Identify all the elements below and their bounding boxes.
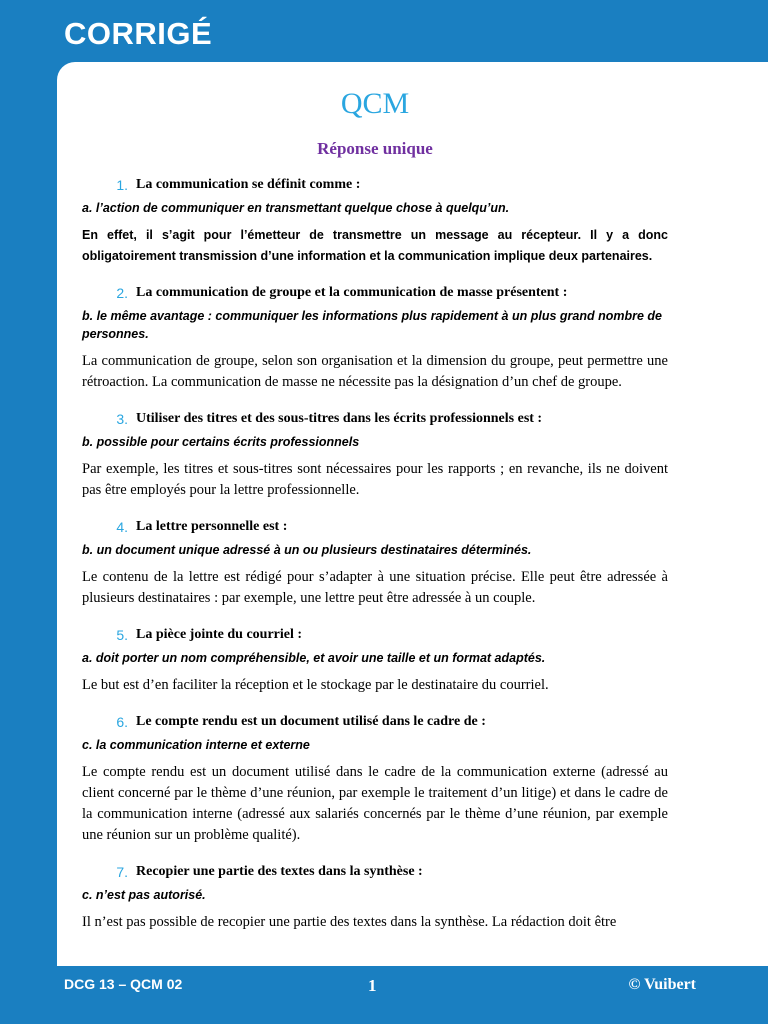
- answer-1: a. l’action de communiquer en transmettant quelque chose à quelqu’un.: [82, 201, 510, 215]
- question-number: 1.: [116, 177, 128, 193]
- question-block-4: [82, 519, 668, 609]
- footer-reference: DCG 13 – QCM 02: [64, 976, 183, 992]
- question-5: [82, 627, 668, 643]
- question-number: 5.: [116, 627, 128, 643]
- explanation-5: Le but est d’en faciliter la réception et le stockage par le destinataire du courriel.: [82, 677, 549, 693]
- explanation-7: Il n’est pas possible de recopier une partie des textes dans la synthèse. La rédaction doit être: [82, 914, 617, 930]
- question-number: 2.: [116, 285, 128, 301]
- page-footer: [0, 976, 768, 996]
- question-text: Utiliser des titres et des sous-titres dans les écrits professionnels est :: [136, 411, 543, 426]
- question-text: La lettre personnelle est :: [136, 519, 288, 534]
- question-7: [82, 864, 668, 880]
- question-1: [82, 177, 668, 193]
- question-block-3: [82, 411, 668, 501]
- document-title: QCM: [340, 87, 410, 120]
- question-number: 3.: [116, 411, 128, 427]
- answer-2: b. le même avantage : communiquer les informations plus rapidement à un plus grand nombre de personnes.: [82, 309, 662, 341]
- question-number: 6.: [116, 714, 128, 730]
- explanation-3: Par exemple, les titres et sous-titres sont nécessaires pour les rapports ; en revanche, ils ne doivent pas être employés pour la lettre professionnelle.: [82, 461, 668, 498]
- page-number: 1: [368, 976, 377, 995]
- answer-5: a. doit porter un nom compréhensible, et avoir une taille et un format adaptés.: [82, 651, 546, 665]
- header-title: CORRIGÉ: [64, 16, 213, 51]
- answer-3: b. possible pour certains écrits professionnels: [82, 435, 360, 449]
- question-block-1: [82, 177, 668, 267]
- question-2: [82, 285, 668, 301]
- question-text: Recopier une partie des textes dans la synthèse :: [136, 864, 423, 879]
- explanation-4: Le contenu de la lettre est rédigé pour s’adapter à une situation précise. Elle peut être adressée à plusieurs destinataires : par exemple, une lettre peut être adressée à un couple.: [82, 569, 668, 606]
- question-block-7: [82, 864, 668, 933]
- document-subtitle: Réponse unique: [317, 139, 433, 158]
- question-3: [82, 411, 668, 427]
- footer-publisher: © Vuibert: [628, 976, 696, 993]
- explanation-1: En effet, il s’agit pour l’émetteur de transmettre un message au récepteur. Il y a donc obligatoirement transmission d’une information et la communication implique deux partenaires.: [82, 228, 668, 263]
- question-number: 7.: [116, 864, 128, 880]
- question-4: [82, 519, 668, 535]
- answer-6: c. la communication interne et externe: [82, 738, 310, 752]
- question-block-2: [82, 285, 668, 393]
- document-body: [82, 62, 668, 933]
- explanation-2: La communication de groupe, selon son organisation et la dimension du groupe, peut permettre une rétroaction. La communication de masse ne nécessite pas la désignation d’un chef de groupe.: [82, 353, 668, 390]
- answer-4: b. un document unique adressé à un ou plusieurs destinataires déterminés.: [82, 543, 532, 557]
- answer-7: c. n’est pas autorisé.: [82, 888, 206, 902]
- question-text: La communication se définit comme :: [136, 177, 361, 192]
- question-6: [82, 714, 668, 730]
- question-text: La communication de groupe et la communication de masse présentent :: [136, 285, 568, 300]
- question-text: La pièce jointe du courriel :: [136, 627, 303, 642]
- question-number: 4.: [116, 519, 128, 535]
- question-block-6: [82, 714, 668, 846]
- question-text: Le compte rendu est un document utilisé dans le cadre de :: [136, 714, 486, 729]
- question-block-5: [82, 627, 668, 696]
- explanation-6: Le compte rendu est un document utilisé dans le cadre de la communication externe (adressé au client concerné par le thème d’une réunion, par exemple le traitement d’un litige) et dans le cadre de la communication interne (adressé aux salariés concernés par le thème d’une réunion, par exemple une réunion sur un problème qualité).: [82, 764, 668, 843]
